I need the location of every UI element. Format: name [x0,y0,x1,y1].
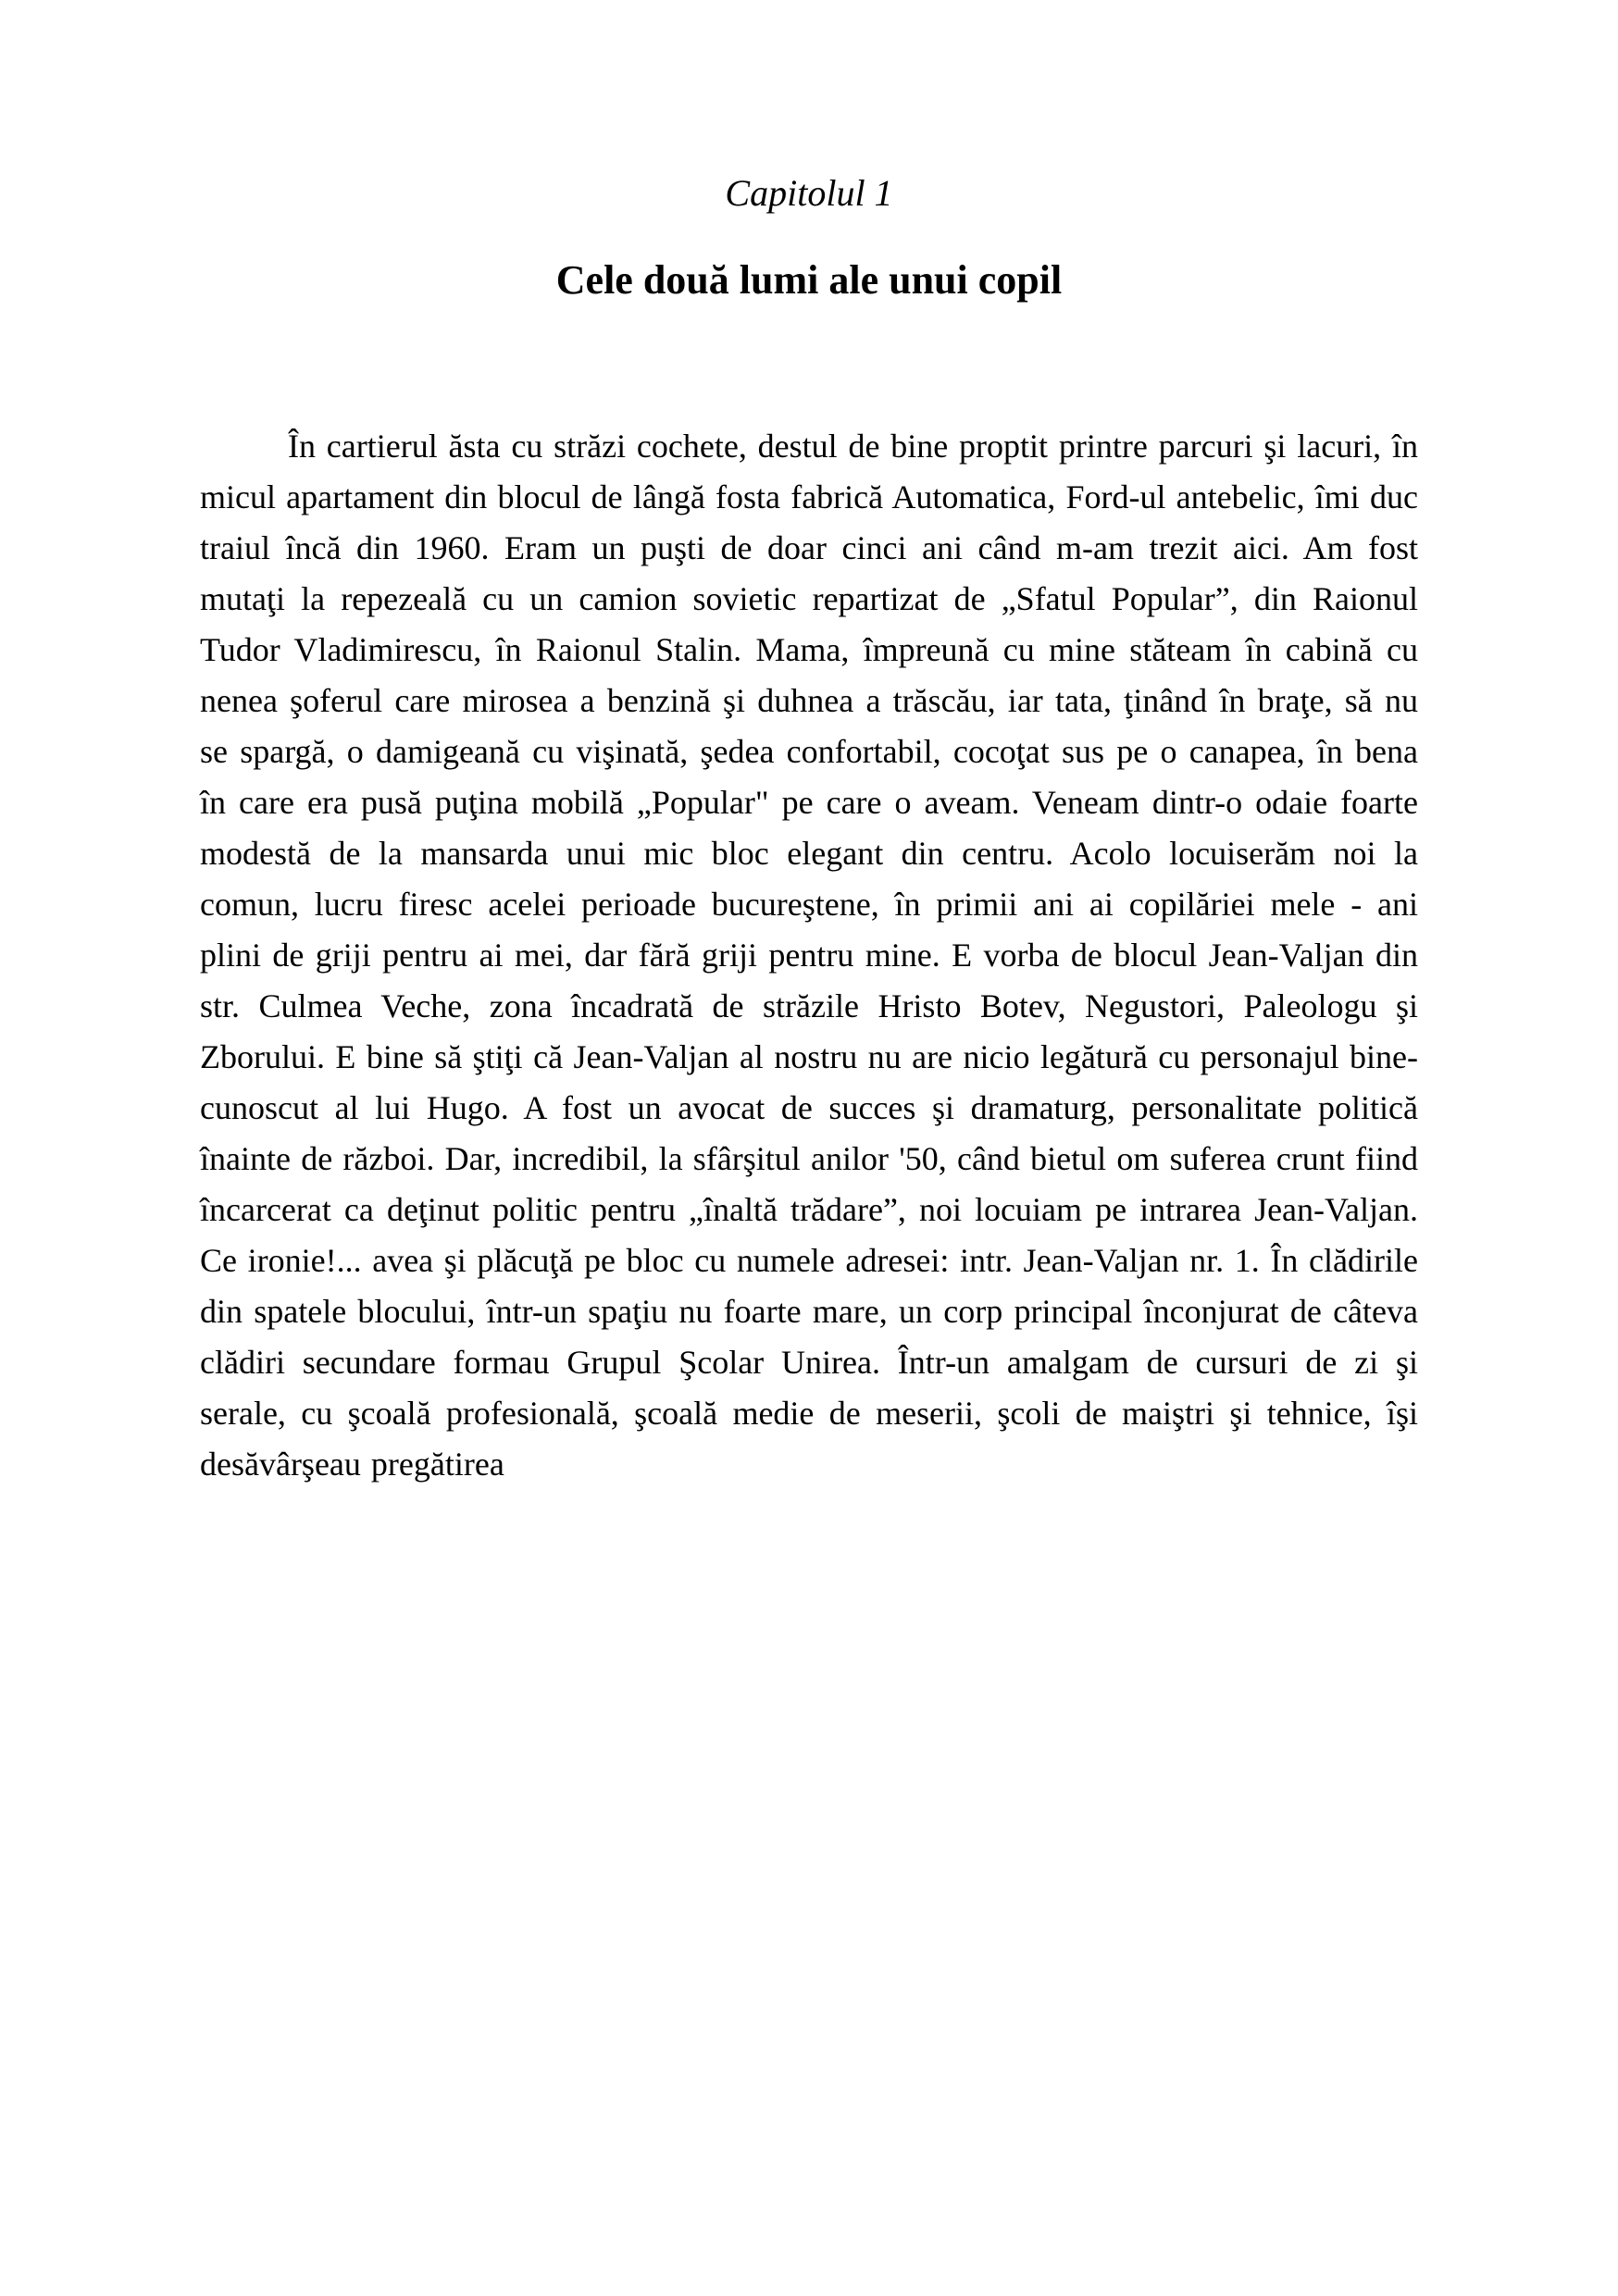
section-title: Cele două lumi ale unui copil [555,257,1063,303]
chapter-title: Capitolul 1 [725,172,893,214]
body-paragraph: În cartierul ăsta cu străzi cochete, destul de bine proptit printre parcuri şi lacuri, în micul apartament din blocul de lângă fosta fabrică Automatica, Ford-ul antebelic, îmi duc traiul încă din 1960. Eram un puşti de doar cinci ani când m-am trezit aici. Am fost mutaţi la repezeală cu un camion sovietic repartizat de „Sfatul Popular”, din Raionul Tudor Vladimirescu, în Raionul Stalin. Mama, împreună cu mine stăteam în cabină cu nenea şoferul care mirosea a benzină şi duhnea a trăscău, iar tata, ţinând în braţe, să nu se spargă, o damigeană cu vişinată, şedea confortabil, cocoţat sus pe o canapea, în bena în care era pusă puţina mobilă „Popular" pe care o aveam. Veneam dintr-o odaie foarte modestă de la mansarda unui mic bloc elegant din centru. Acolo locuiserăm noi la comun, lucru firesc acelei perioade bucureştene, în primii ani ai copilăriei mele - ani plini de griji pentru ai mei, dar fără griji pentru mine. E vorba de blocul Jean-Valjan din str. Culmea Veche, zona încadrată de străzile Hristo Botev, Negustori, Paleologu şi Zborului. E bine să ştiţi că Jean-Valjan al nostru nu are nicio legătură cu personajul bine-cunoscut al lui Hugo. A fost un avocat de succes şi dramaturg, personalitate politică înainte de război. Dar, incredibil, la sfârşitul anilor '50, când bietul om suferea crunt fiind încarcerat ca deţinut politic pentru „înaltă trădare”, noi locuiam pe intrarea Jean-Valjan. Ce ironie!... avea şi plăcuţă pe bloc cu numele adresei: intr. Jean-Valjan nr. 1. În clădirile din spatele blocului, într-un spaţiu nu foarte mare, un corp principal înconjurat de câteva clădiri secundare formau Grupul Şcolar Unirea. Într-un amalgam de cursuri de zi şi serale, cu şcoală profesională, şcoală medie de meserii, şcoli de maiştri şi tehnice, îşi desăvârşeau pregătirea [200,427,1418,1483]
